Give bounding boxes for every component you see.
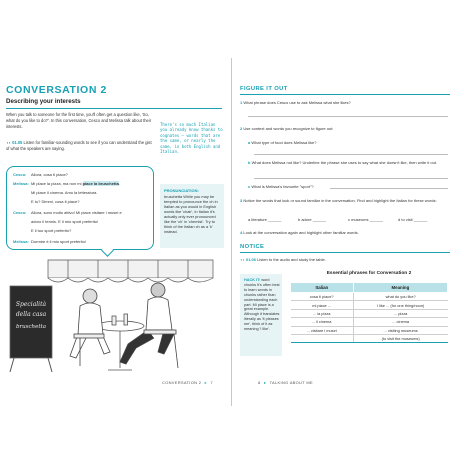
table-row [291, 318, 448, 326]
question-number: 2 [240, 126, 243, 131]
question-text: Look at the conversation again and highlight other familiar words. [243, 230, 359, 235]
table-row [291, 301, 448, 309]
figure-it-out-heading: FIGURE IT OUT [240, 86, 288, 92]
footer-label: CONVERSATION 2 [162, 380, 202, 385]
heading-rule [240, 252, 450, 253]
question-3 [240, 198, 450, 204]
sign-lettering: Specialità [15, 301, 47, 308]
table-row [291, 326, 448, 334]
question-2a [248, 140, 448, 146]
table-cell: ... visitare i musei [291, 326, 354, 334]
dialogue-bubble [6, 166, 154, 250]
notice-heading: NOTICE [240, 244, 265, 250]
option-text: d to visit [398, 217, 413, 222]
pronunciation-title: PRONUNCIATION: [164, 188, 199, 193]
hack-it-box [240, 274, 282, 356]
svg-text:della casa: della casa [15, 311, 47, 318]
option-b: b adore ______ [298, 217, 327, 222]
question-1 [240, 100, 450, 106]
page-title: CONVERSATION 2 [6, 84, 107, 96]
table-cell: ... pizza [353, 309, 447, 317]
table-cell: ... il cinema [291, 318, 354, 326]
question-text: Use context and words you recognize to figure out: [243, 126, 334, 131]
question-4 [240, 230, 450, 236]
footer-page-number: 7 [210, 380, 213, 385]
speaker-name: Melissa: [13, 239, 29, 244]
question-number: 3 [240, 198, 243, 203]
speaker-name: Cesco: [13, 210, 27, 215]
audio-code: 01.06 [245, 257, 256, 262]
hack-it-title: HACK IT: [244, 278, 261, 282]
right-page [232, 0, 464, 464]
hack-it-body: word chunks It's often best to learn words in chunks rather than understanding each part. Mi piace is a great example. Although it translates literally as 'it pleases me', think of it as meaning 'I like'. [244, 278, 280, 332]
cafe-illustration [8, 256, 218, 374]
option-d: d to visit ______ [398, 217, 428, 222]
dialogue-text-part: . [118, 181, 120, 186]
answer-line[interactable] [254, 154, 448, 155]
heading-rule [240, 94, 450, 95]
notice-instruction [240, 257, 450, 263]
pronunciation-body: bruschetta While you may be tempted to pronounce the ch in Italian as you would in English words like 'chair', in Italian it's actually only ever pronounced like the 'ch' in 'chemist'. Try to think of the Italian ch as a 'k' instead. [164, 194, 218, 234]
option-c: c museums ______ [348, 217, 383, 222]
option-text: b adore [298, 217, 312, 222]
headphones-icon: ◖◗ [240, 257, 245, 262]
option-a: a literature ______ [248, 217, 282, 222]
speaker-name: Melissa: [13, 181, 29, 186]
dialogue-text: Allora, cosa ti piace? [31, 172, 68, 177]
dialogue-text: Mi piace il cinema. Amo la letteratura. [31, 190, 98, 195]
dialogue-text: E tu? Dimmi, cosa ti piace? [31, 199, 80, 204]
answer-line[interactable] [254, 178, 448, 179]
footer-arrow-icon: ▸ [263, 380, 267, 385]
table-cell: what do you like? [353, 293, 447, 301]
table-cell: I like ... (for one thing/noun) [353, 301, 447, 309]
right-footer [258, 380, 313, 385]
question-number: c [248, 184, 251, 189]
chalkboard-sign [10, 286, 52, 372]
question-number: b [248, 160, 251, 165]
answer-line[interactable] [330, 188, 448, 189]
question-text: What does Melissa not like? Underline the phrase she uses to say what she doesn't like, then write it out. [251, 160, 438, 165]
notice-instruction-text: Listen to the audio and study the table. [257, 257, 326, 262]
question-text: What type of food does Melissa like? [251, 140, 317, 145]
column-header-italian: Italian [291, 283, 354, 293]
question-number: 1 [240, 100, 243, 105]
hack-it-text [244, 278, 280, 332]
question-2 [240, 126, 450, 132]
dialogue-text: adoro il tennis. E il mio sport preferito! [31, 219, 99, 224]
audio-instruction [6, 140, 156, 152]
question-text: What is Melissa's favourite "sport"? [251, 184, 314, 189]
title-rule [6, 108, 222, 109]
handwritten-note: There's so much Italian you already know thanks to cognates – words that are the same, or nearly the same, in both English and Italian. [160, 122, 223, 155]
column-header-meaning: Meaning [353, 283, 447, 293]
dialogue-text [31, 181, 120, 186]
awning [48, 260, 213, 282]
audio-code: 01.05 [12, 140, 23, 145]
table-cell: ... cinema [353, 318, 447, 326]
table-title: Essential phrases for Conversation 2 [326, 271, 412, 276]
section-subtitle: Describing your interests [6, 98, 81, 105]
option-text: a literature [248, 217, 267, 222]
svg-text:bruschetta: bruschetta [15, 324, 47, 330]
question-text: What phrase does Cesco use to ask Melissa what she likes? [243, 100, 351, 105]
dialogue-text: E il tuo sport preferito? [31, 228, 72, 233]
table-row [291, 293, 448, 301]
table-cell: (to visit the museums) [353, 334, 447, 342]
table-row [291, 309, 448, 317]
table-cell: ... la pizza [291, 309, 354, 317]
table-cell: mi piace ... [291, 301, 354, 309]
answer-line[interactable] [248, 116, 448, 117]
speaker-name: Cesco: [13, 172, 27, 177]
footer-arrow-icon: ▸ [204, 380, 207, 385]
question-number: 4 [240, 230, 243, 235]
dialogue-text-part: Mi piace la pizza, ma non mi [31, 181, 83, 186]
dialogue-text: Dormire è il mio sport preferito! [31, 239, 86, 244]
question-2b [248, 160, 448, 166]
table-cell [291, 334, 354, 342]
footer-page-number: 8 [258, 380, 261, 385]
table-cell: ... visiting museums [353, 326, 447, 334]
table-row [291, 334, 448, 342]
left-footer [162, 380, 213, 385]
headphones-icon: ◖◗ [6, 140, 11, 145]
footer-label: TALKING ABOUT ME [269, 380, 313, 385]
option-text: c museums [348, 217, 369, 222]
question-number: a [248, 140, 251, 145]
intro-paragraph: When you talk to someone for the first time, you'll often get a question like, 'So, what do you like to do?'. In this conversation, Cesco and Melissa talk about their interests. [6, 112, 152, 129]
pronunciation-box [160, 184, 224, 248]
question-text: Notice the words that look or sound familiar in the conversation. Find and highlight the Italian for these words: [243, 198, 437, 203]
dialogue-text: Allora, sono molto attivo! Mi piace visitare i musei e [31, 210, 122, 215]
phrases-table [290, 282, 448, 343]
table-cell: cosa ti piace? [291, 293, 354, 301]
audio-instruction-text: Listen for familiar-sounding words to see if you can understand the gist of what the speakers are saying. [6, 140, 152, 151]
highlighted-phrase: piace la bruschetta [82, 181, 119, 186]
